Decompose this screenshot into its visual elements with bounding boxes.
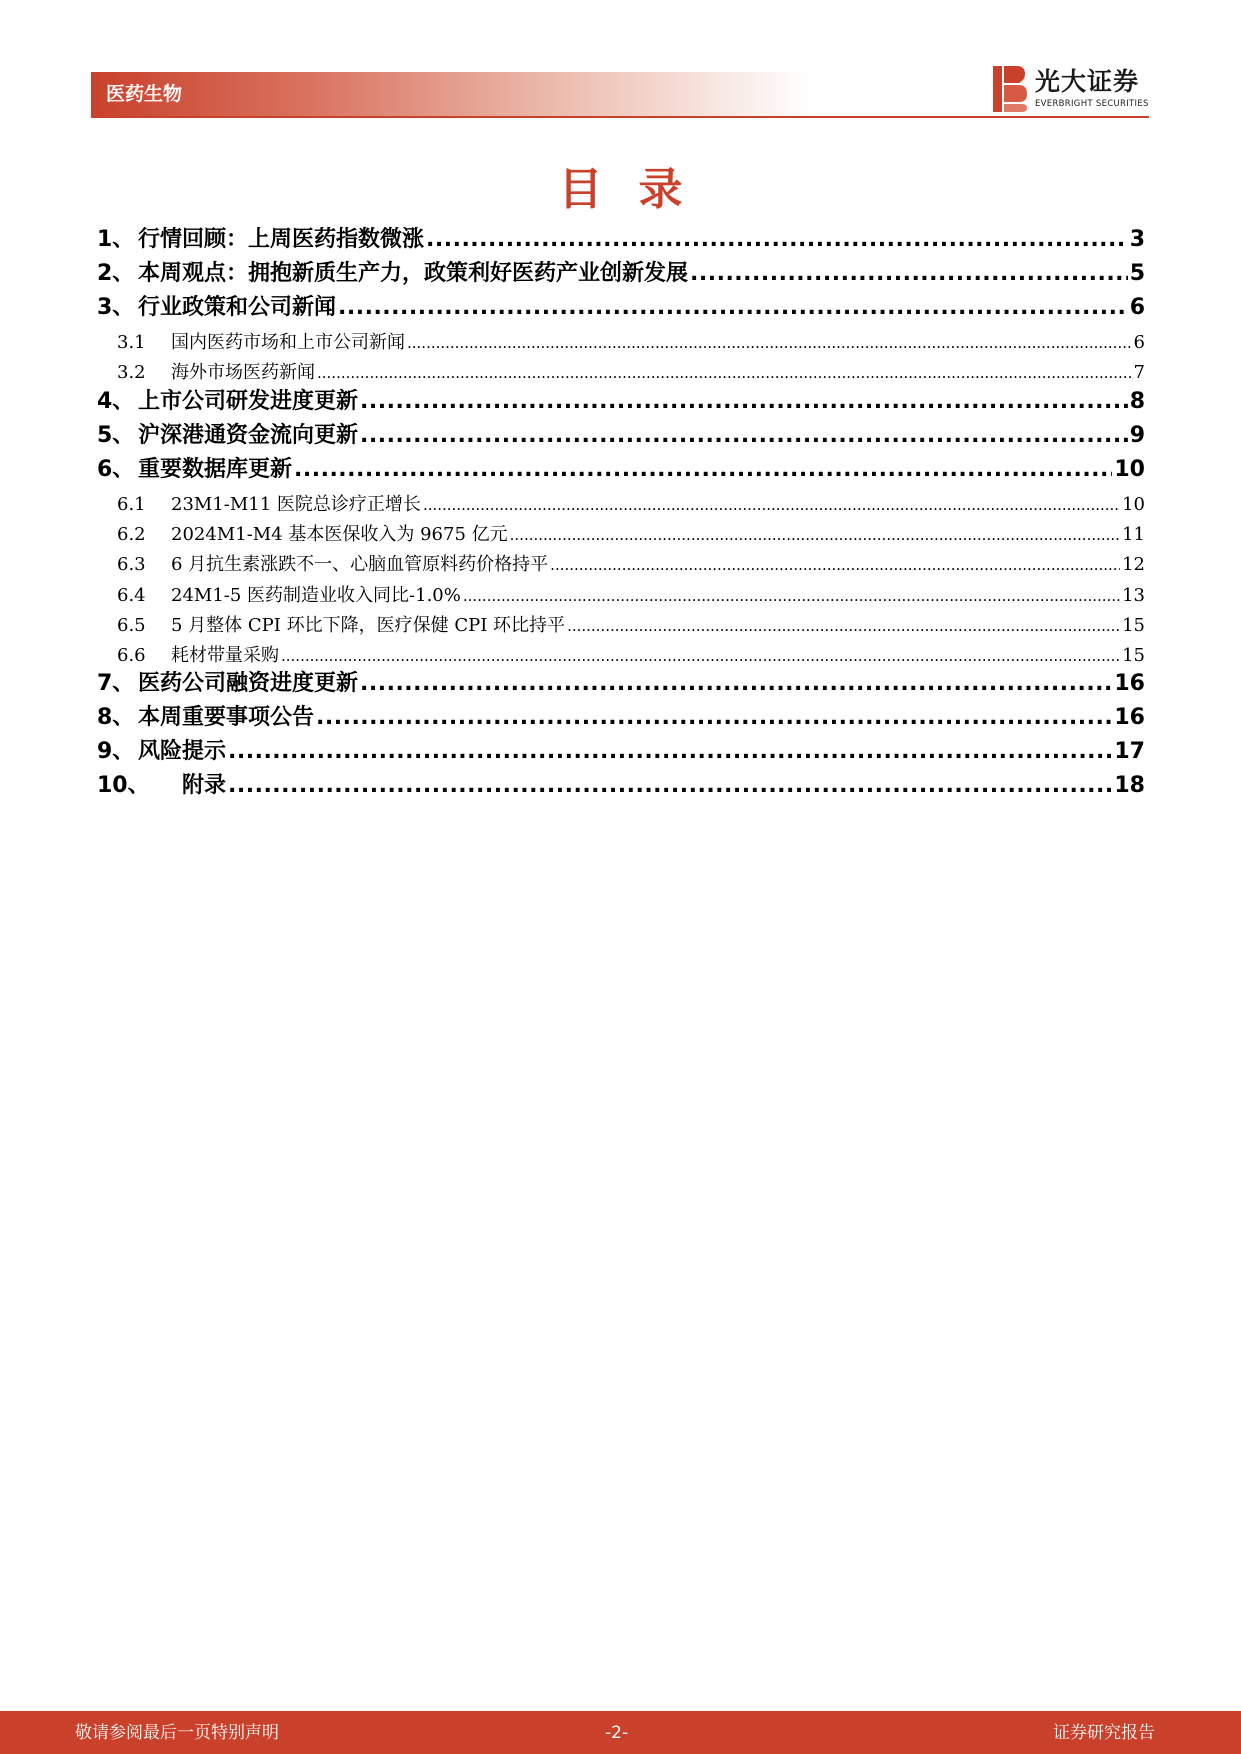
footer-report-type: 证券研究报告 [1053, 1723, 1155, 1743]
toc-entry[interactable] [97, 421, 1145, 451]
toc-entry-page: 7 [1133, 362, 1145, 383]
toc-entry-number: 6.4 [117, 585, 146, 606]
toc-entry-page: 10 [1122, 494, 1145, 515]
toc-dot-leader [426, 225, 1128, 255]
header-rule [91, 116, 1149, 118]
logo-name: 光大证券 [1035, 67, 1140, 96]
toc-dot-leader [317, 360, 1132, 386]
toc-entry-number: 9、 [97, 739, 135, 764]
toc-entry[interactable] [97, 225, 1145, 255]
toc-entry-page: 11 [1122, 524, 1145, 545]
toc-dot-leader [690, 259, 1128, 289]
toc-entry-page: 12 [1122, 554, 1145, 575]
toc-entry-number: 6.5 [117, 615, 146, 636]
toc-entry-title: 2024M1-M4 基本医保收入为 9675 亿元 [171, 524, 508, 545]
toc-entry-page: 3 [1129, 227, 1145, 252]
toc-entry-title: 本周观点：拥抱新质生产力，政策利好医药产业创新发展 [138, 261, 689, 286]
toc-entry-title: 5 月整体 CPI 环比下降，医疗保健 CPI 环比持平 [171, 615, 566, 636]
toc-dot-leader [423, 492, 1120, 518]
toc-entry[interactable] [117, 330, 1145, 356]
toc-entry-page: 15 [1122, 645, 1145, 666]
toc-dot-leader [550, 552, 1120, 578]
toc-entry-number: 5、 [97, 423, 135, 448]
toc-entry[interactable] [117, 643, 1145, 669]
toc-entry-number: 8、 [97, 705, 135, 730]
toc-entry-page: 16 [1114, 671, 1145, 696]
toc-entry-number: 4、 [97, 389, 135, 414]
toc-entry-page: 17 [1114, 739, 1145, 764]
toc-entry-page: 8 [1129, 389, 1145, 414]
toc-dot-leader [338, 293, 1128, 323]
toc-dot-leader [463, 583, 1120, 609]
toc-entry-page: 5 [1129, 261, 1145, 286]
toc-entry-page: 18 [1114, 773, 1145, 798]
toc-dot-leader [360, 387, 1128, 417]
toc-entry-page: 6 [1129, 295, 1145, 320]
toc-entry-number: 1、 [97, 227, 135, 252]
toc-entry-title: 耗材带量采购 [171, 645, 279, 666]
toc-entry[interactable] [97, 455, 1145, 485]
toc-entry-number: 6.1 [117, 494, 146, 515]
toc-entry-title: 23M1-M11 医院总诊疗正增长 [171, 494, 421, 515]
toc-entry-number: 6.3 [117, 554, 146, 575]
toc-entry-title: 附录 [182, 773, 227, 798]
toc-entry-title: 行情回顾：上周医药指数微涨 [138, 227, 425, 252]
toc-title: 目录 [558, 164, 719, 215]
company-logo [993, 66, 1163, 112]
toc-entry-title: 重要数据库更新 [138, 457, 293, 482]
toc-entry[interactable] [117, 360, 1145, 386]
footer-bar [0, 1711, 1241, 1754]
toc-entry[interactable] [117, 522, 1145, 548]
toc-entry[interactable] [117, 492, 1145, 518]
toc-entry-title: 6 月抗生素涨跌不一、心脑血管原料药价格持平 [171, 554, 549, 575]
toc-entry-page: 13 [1122, 585, 1145, 606]
toc-entry[interactable] [97, 293, 1145, 323]
toc-entry-title: 风险提示 [138, 739, 227, 764]
toc-entry-title: 24M1-5 医药制造业收入同比-1.0% [171, 585, 461, 606]
toc-entry[interactable] [97, 737, 1145, 767]
page-number: -2- [605, 1723, 629, 1743]
toc-entry-page: 16 [1114, 705, 1145, 730]
toc-entry-title: 沪深港通资金流向更新 [138, 423, 359, 448]
toc-entry-page: 10 [1114, 457, 1145, 482]
header-band [91, 72, 811, 117]
toc-dot-leader [407, 330, 1132, 356]
toc-dot-leader [228, 737, 1112, 767]
toc-entry[interactable] [117, 583, 1145, 609]
toc-entry-number: 2、 [97, 261, 135, 286]
toc-entry-number: 7、 [97, 671, 135, 696]
toc-entry[interactable] [97, 259, 1145, 289]
toc-entry-number: 3.1 [117, 332, 146, 353]
toc-entry-number: 6.6 [117, 645, 146, 666]
toc-entry-number: 6、 [97, 457, 135, 482]
everbright-logo-icon [993, 66, 1027, 112]
logo-english-name: EVERBRIGHT SECURITIES [1035, 99, 1149, 109]
toc-entry-title: 行业政策和公司新闻 [138, 295, 337, 320]
toc-entry-title: 本周重要事项公告 [138, 705, 315, 730]
section-tag: 医药生物 [106, 83, 183, 105]
toc-entry[interactable] [117, 613, 1145, 639]
toc-entry-title: 国内医药市场和上市公司新闻 [171, 332, 405, 353]
toc-entry-title: 医药公司融资进度更新 [138, 671, 359, 696]
toc-entry-number: 10、 [97, 773, 150, 798]
toc-entry[interactable] [97, 703, 1145, 733]
toc-entry-page: 9 [1129, 423, 1145, 448]
toc-dot-leader [228, 771, 1112, 801]
toc-dot-leader [294, 455, 1112, 485]
toc-entry[interactable] [117, 552, 1145, 578]
toc-entry-page: 6 [1133, 332, 1145, 353]
toc-dot-leader [567, 613, 1120, 639]
toc-entry[interactable] [97, 669, 1145, 699]
toc-entry-title: 海外市场医药新闻 [171, 362, 315, 383]
toc-dot-leader [360, 669, 1112, 699]
toc-entry[interactable] [97, 771, 1145, 801]
toc-entry-number: 6.2 [117, 524, 146, 545]
toc-entry-number: 3.2 [117, 362, 146, 383]
toc-dot-leader [281, 643, 1120, 669]
toc-entry-number: 3、 [97, 295, 135, 320]
footer-disclaimer: 敬请参阅最后一页特别声明 [75, 1723, 279, 1743]
toc-dot-leader [510, 522, 1120, 548]
toc-entry[interactable] [97, 387, 1145, 417]
toc-dot-leader [316, 703, 1112, 733]
toc-dot-leader [360, 421, 1128, 451]
toc-entry-page: 15 [1122, 615, 1145, 636]
toc-entry-title: 上市公司研发进度更新 [138, 389, 359, 414]
